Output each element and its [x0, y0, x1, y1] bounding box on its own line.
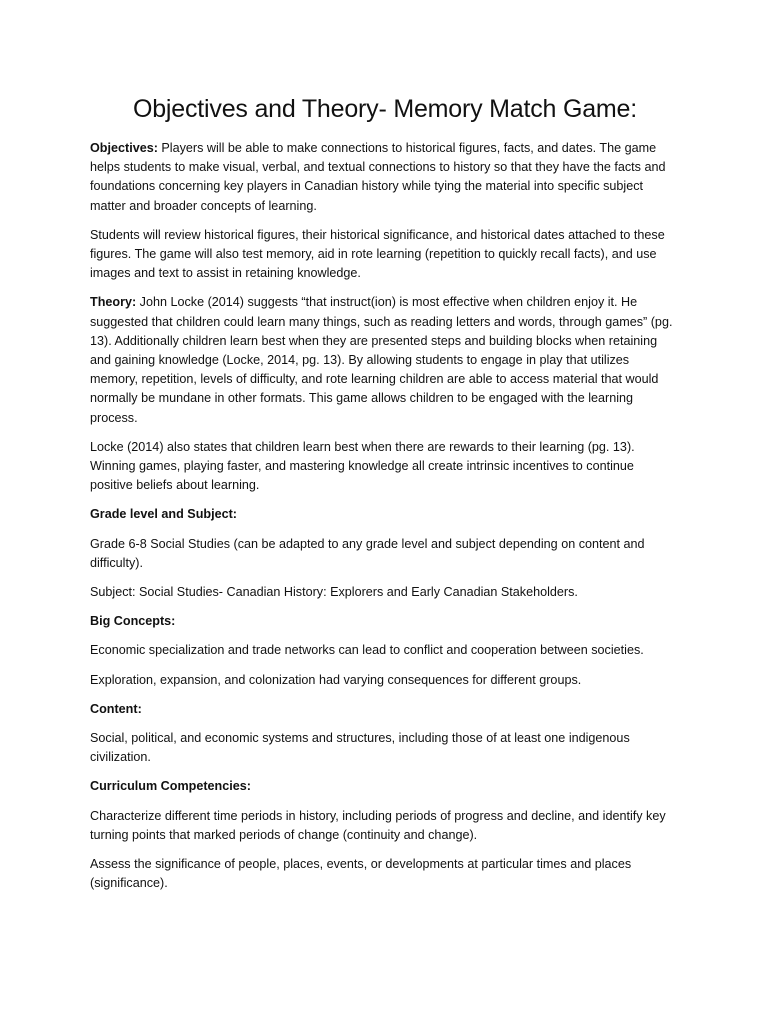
subject-paragraph: Subject: Social Studies- Canadian History: Explorers and Early Canadian Stakeholders. — [90, 585, 578, 600]
competencies-paragraph-1: Characterize different time periods in history, including periods of progress and decline, and identify key turning points that marked periods of change (continuity and change). — [90, 808, 666, 842]
objectives-paragraph-2: Students will review historical figures, their historical significance, and historical dates attached to these figures. The game will also test memory, aid in rote learning (repetition to quickly recall facts), and use images and text to assist in retaining knowledge. — [90, 227, 665, 281]
objectives-label: Objectives: — [90, 141, 158, 155]
content-paragraph: Social, political, and economic systems and structures, including those of at least one indigenous civilization. — [90, 731, 630, 765]
document-page — [90, 92, 680, 904]
content-heading: Content: — [90, 701, 142, 716]
objectives-text: Players will be able to make connections to historical figures, facts, and dates. The game helps students to make visual, verbal, and textual connections to history so that they have the facts and foundations concerning key players in Canadian history while tying the material into specific subject matter and broader concepts of learning. — [90, 141, 666, 213]
theory-paragraph — [90, 293, 680, 427]
big-concepts-paragraph-2: Exploration, expansion, and colonization had varying consequences for different groups. — [90, 672, 582, 687]
grade-heading: Grade level and Subject: — [90, 507, 237, 522]
big-concepts-paragraph-1: Economic specialization and trade networks can lead to conflict and cooperation between societies. — [90, 643, 644, 658]
competencies-paragraph-2: Assess the significance of people, places, events, or developments at particular times and places (significance). — [90, 857, 632, 891]
grade-paragraph: Grade 6-8 Social Studies (can be adapted to any grade level and subject depending on content and difficulty). — [90, 536, 645, 570]
theory-label: Theory: — [90, 295, 137, 310]
theory-text: John Locke (2014) suggests “that instruct(ion) is most effective when children enjoy it. He suggested that children could learn many things, such as reading letters and words, through games” (pg. 13). Additionally children learn best when they are presented steps and building blocks when retaining and gaining knowledge (Locke, 2014, pg. 13). By allowing students to engage in play that utilizes memory, repetition, levels of difficulty, and rote learning children are able to access material that would normally be mundane in other formats. This game allows children to be engaged with the learning process. — [90, 295, 673, 425]
theory-paragraph-2: Locke (2014) also states that children learn best when there are rewards to their learning (pg. 13). Winning games, playing faster, and mastering knowledge all create intrinsic incentives to continue positive beliefs about learning. — [90, 439, 635, 493]
competencies-heading: Curriculum Competencies: — [90, 779, 251, 794]
objectives-paragraph — [90, 139, 680, 216]
document-title: Objectives and Theory- Memory Match Game: — [132, 95, 638, 123]
big-concepts-heading: Big Concepts: — [90, 614, 176, 629]
